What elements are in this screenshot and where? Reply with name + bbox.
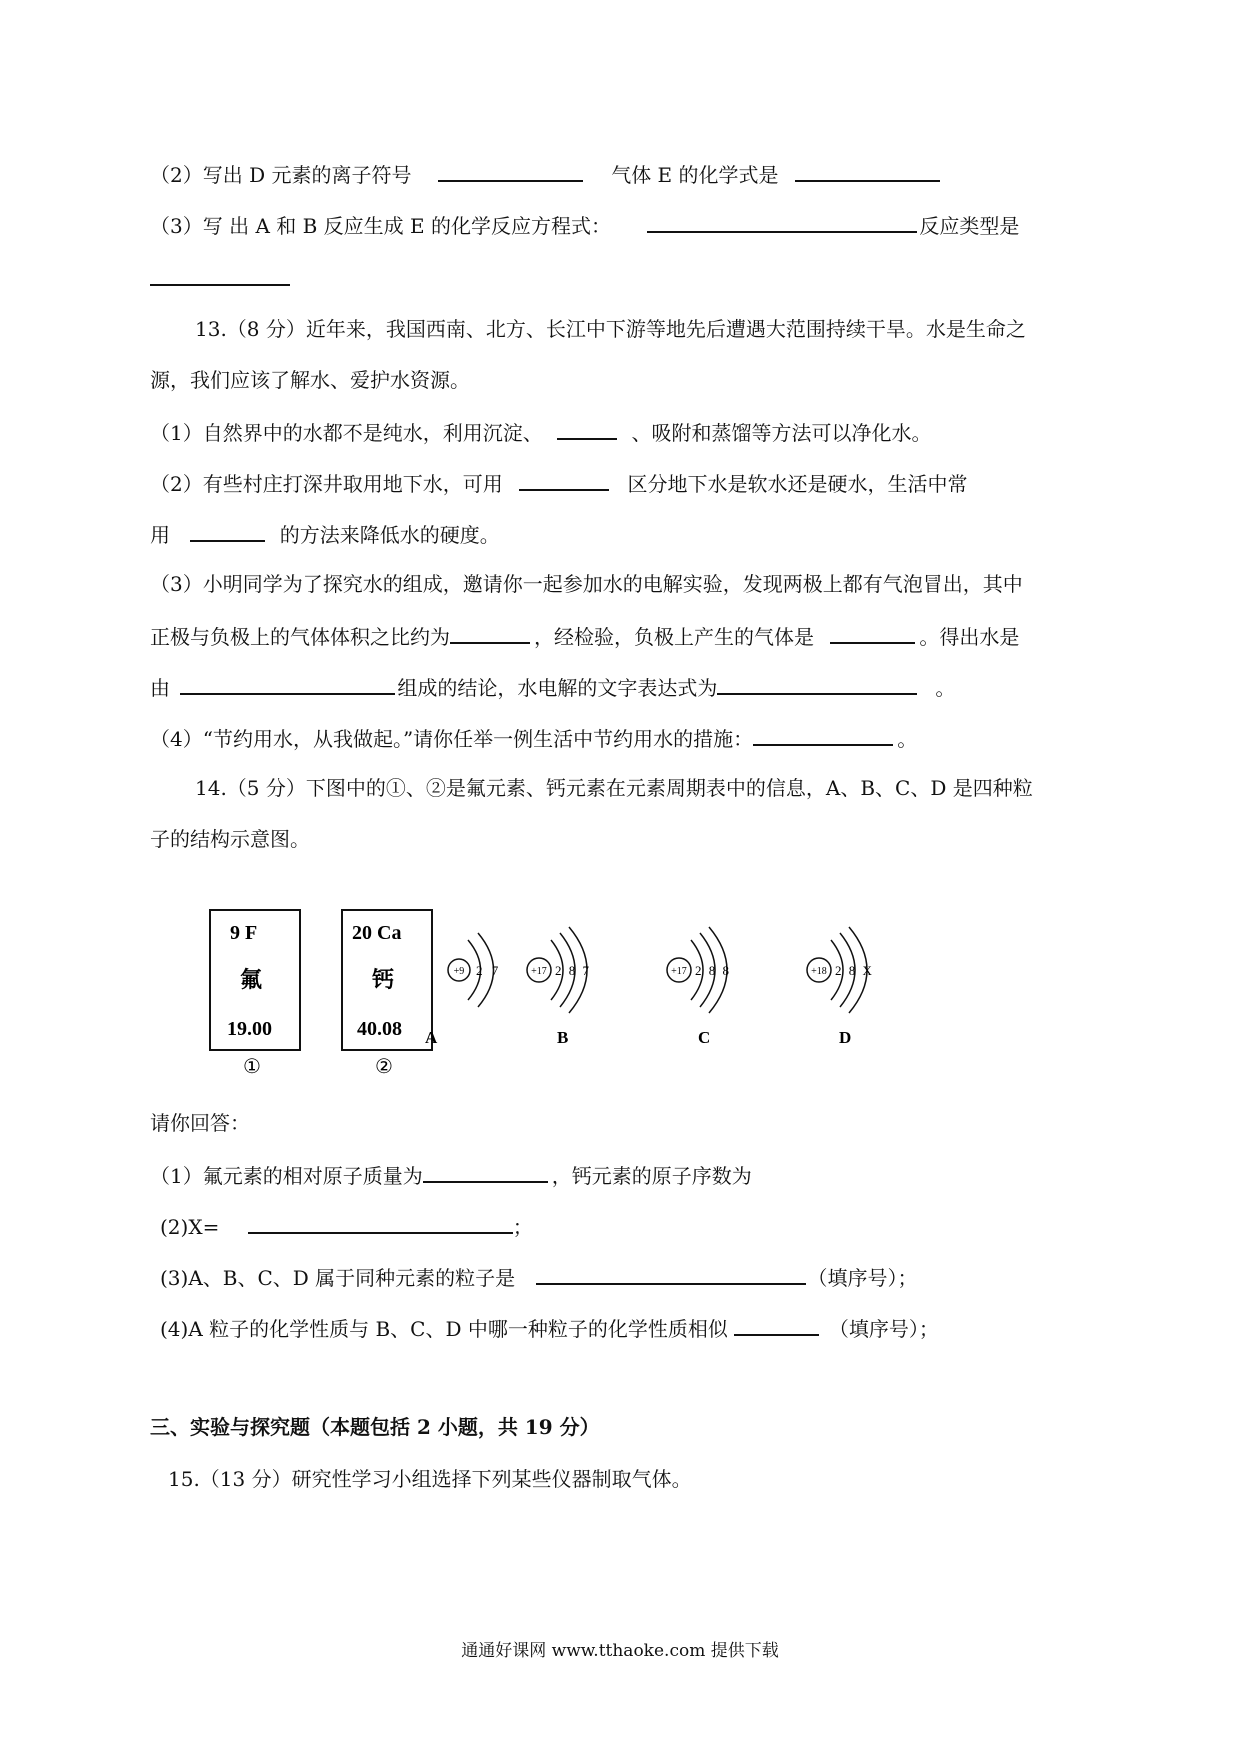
q13-part1 xyxy=(150,418,931,446)
answer-blank[interactable] xyxy=(423,1161,548,1183)
q13-part2-text-b: 区分地下水是软水还是硬水，生活中常 xyxy=(627,472,968,496)
answer-blank[interactable] xyxy=(795,160,940,182)
q12-part2 xyxy=(150,160,940,188)
q14-part4 xyxy=(160,1314,939,1342)
answer-blank[interactable] xyxy=(753,724,893,746)
q13-part3-text-d: 由 xyxy=(150,676,170,700)
electron-config: 2 8 7 xyxy=(555,963,591,978)
electron-config: 2 7 xyxy=(476,963,502,978)
particle-label: B xyxy=(557,1028,569,1047)
q14-intro-line2: 子的结构示意图。 xyxy=(150,827,310,851)
q13-part2-line2 xyxy=(150,520,500,548)
q13-part4-text-a: （4）“节约用水，从我做起。”请你任举一例生活中节约用水的措施： xyxy=(150,727,754,751)
q13-intro-line2: 源，我们应该了解水、爱护水资源。 xyxy=(150,368,470,392)
answer-blank[interactable] xyxy=(450,622,530,644)
nucleus-charge: +9 xyxy=(453,966,465,977)
q12-part2-text-b: 气体 E 的化学式是 xyxy=(611,163,779,187)
nucleus-charge: +18 xyxy=(811,966,827,977)
q14-part1-text-b: ，钙元素的原子序数为 xyxy=(551,1164,752,1188)
element-name: 氟 xyxy=(240,967,263,992)
q14-part1-text-a: （1）氟元素的相对原子质量为 xyxy=(150,1164,423,1188)
element-name: 钙 xyxy=(372,967,395,992)
q13-part3-text-f: 。 xyxy=(935,676,956,700)
box-label: ② xyxy=(375,1056,393,1075)
q12-part3-text-b: 反应类型是 xyxy=(919,214,1020,238)
q13-part1-text-b: 、吸附和蒸馏等方法可以净化水。 xyxy=(631,421,932,445)
answer-blank[interactable] xyxy=(438,160,583,182)
box-label: ① xyxy=(243,1056,261,1075)
particle-label: D xyxy=(839,1028,852,1047)
q13-part4 xyxy=(150,724,917,752)
answer-blank[interactable] xyxy=(180,673,395,695)
q14-figure xyxy=(205,905,1005,1075)
q13-part3-line2 xyxy=(150,622,1019,650)
q13-part2-text-a: （2）有些村庄打深井取用地下水，可用 xyxy=(150,472,503,496)
q13-part3-text-e: 组成的结论，水电解的文字表达式为 xyxy=(397,676,718,700)
q14-part4-text-b: （填序号）； xyxy=(828,1317,939,1341)
q13-part2-text-c: 用 xyxy=(150,523,170,547)
q14-part4-text-a: (4)A 粒子的化学性质与 B、C、D 中哪一种粒子的化学性质相似 xyxy=(160,1317,728,1341)
particle-c xyxy=(667,927,731,1047)
q14-part2 xyxy=(160,1212,533,1240)
q13-part3-text-a: 正极与负极上的气体体积之比约为 xyxy=(150,625,450,649)
element-mass: 40.08 xyxy=(357,1018,402,1040)
answer-blank[interactable] xyxy=(150,264,290,286)
answer-blank[interactable] xyxy=(248,1212,513,1234)
electron-config: 2 8 8 xyxy=(695,963,731,978)
q14-part3 xyxy=(160,1263,918,1291)
q13-part3-line3 xyxy=(150,673,955,701)
q14-part1 xyxy=(150,1161,752,1189)
answer-blank[interactable] xyxy=(557,418,617,440)
particle-d xyxy=(807,927,874,1047)
nucleus-charge: +17 xyxy=(671,966,687,977)
element-mass: 19.00 xyxy=(227,1018,272,1040)
q13-intro-line1: 13.（8 分）近年来，我国西南、北方、长江中下游等地先后遭遇大范围持续干旱。水是生命之 xyxy=(195,317,1026,341)
answer-blank[interactable] xyxy=(830,622,915,644)
q13-part3-text-b: ，经检验，负极上产生的气体是 xyxy=(534,625,814,649)
q14-intro-line1: 14.（5 分）下图中的①、②是氟元素、钙元素在元素周期表中的信息，A、B、C、D 是四种粒 xyxy=(195,776,1033,800)
q13-part2-line1 xyxy=(150,469,967,497)
nucleus-charge: +17 xyxy=(531,966,547,977)
particle-label: A xyxy=(425,1028,438,1047)
element-number-symbol: 9 F xyxy=(230,922,258,944)
section-heading: 三、实验与探究题（本题包括 2 小题，共 19 分） xyxy=(150,1415,600,1439)
q13-part2-text-d: 的方法来降低水的硬度。 xyxy=(279,523,500,547)
page-footer: 通通好课网 www.tthaoke.com 提供下载 xyxy=(461,1641,779,1661)
q13-part3-text-c: 。得出水是 xyxy=(919,625,1020,649)
q12-part3-cont xyxy=(150,264,290,292)
q14-part3-text-a: (3)A、B、C、D 属于同种元素的粒子是 xyxy=(160,1266,516,1290)
particle-b xyxy=(527,927,591,1047)
q13-part1-text-a: （1）自然界中的水都不是纯水，利用沉淀、 xyxy=(150,421,543,445)
particle-label: C xyxy=(698,1028,711,1047)
element-number-symbol: 20 Ca xyxy=(352,922,402,944)
q14-part3-text-b: （填序号）； xyxy=(807,1266,918,1290)
answer-blank[interactable] xyxy=(647,211,917,233)
answer-blank[interactable] xyxy=(717,673,917,695)
q12-part2-text-a: （2）写出 D 元素的离子符号 xyxy=(150,163,412,187)
q15-text: 15.（13 分）研究性学习小组选择下列某些仪器制取气体。 xyxy=(168,1467,692,1491)
particle-a xyxy=(425,933,501,1047)
electron-config: 2 8 X xyxy=(835,963,874,978)
q12-part3 xyxy=(150,211,1019,239)
answer-blank[interactable] xyxy=(190,520,265,542)
q13-part3-line1: （3）小明同学为了探究水的组成，邀请你一起参加水的电解实验，发现两极上都有气泡冒出，其中 xyxy=(150,572,1023,596)
q13-part4-text-b: 。 xyxy=(897,727,918,751)
answer-blank[interactable] xyxy=(734,1314,819,1336)
q14-part2-text-b: ； xyxy=(512,1215,533,1239)
q14-part2-text-a: (2)X= xyxy=(160,1215,220,1239)
q14-prompt: 请你回答： xyxy=(150,1111,250,1135)
answer-blank[interactable] xyxy=(536,1263,806,1285)
answer-blank[interactable] xyxy=(519,469,609,491)
q12-part3-text-a: （3）写 出 A 和 B 反应生成 E 的化学反应方程式： xyxy=(150,214,611,238)
